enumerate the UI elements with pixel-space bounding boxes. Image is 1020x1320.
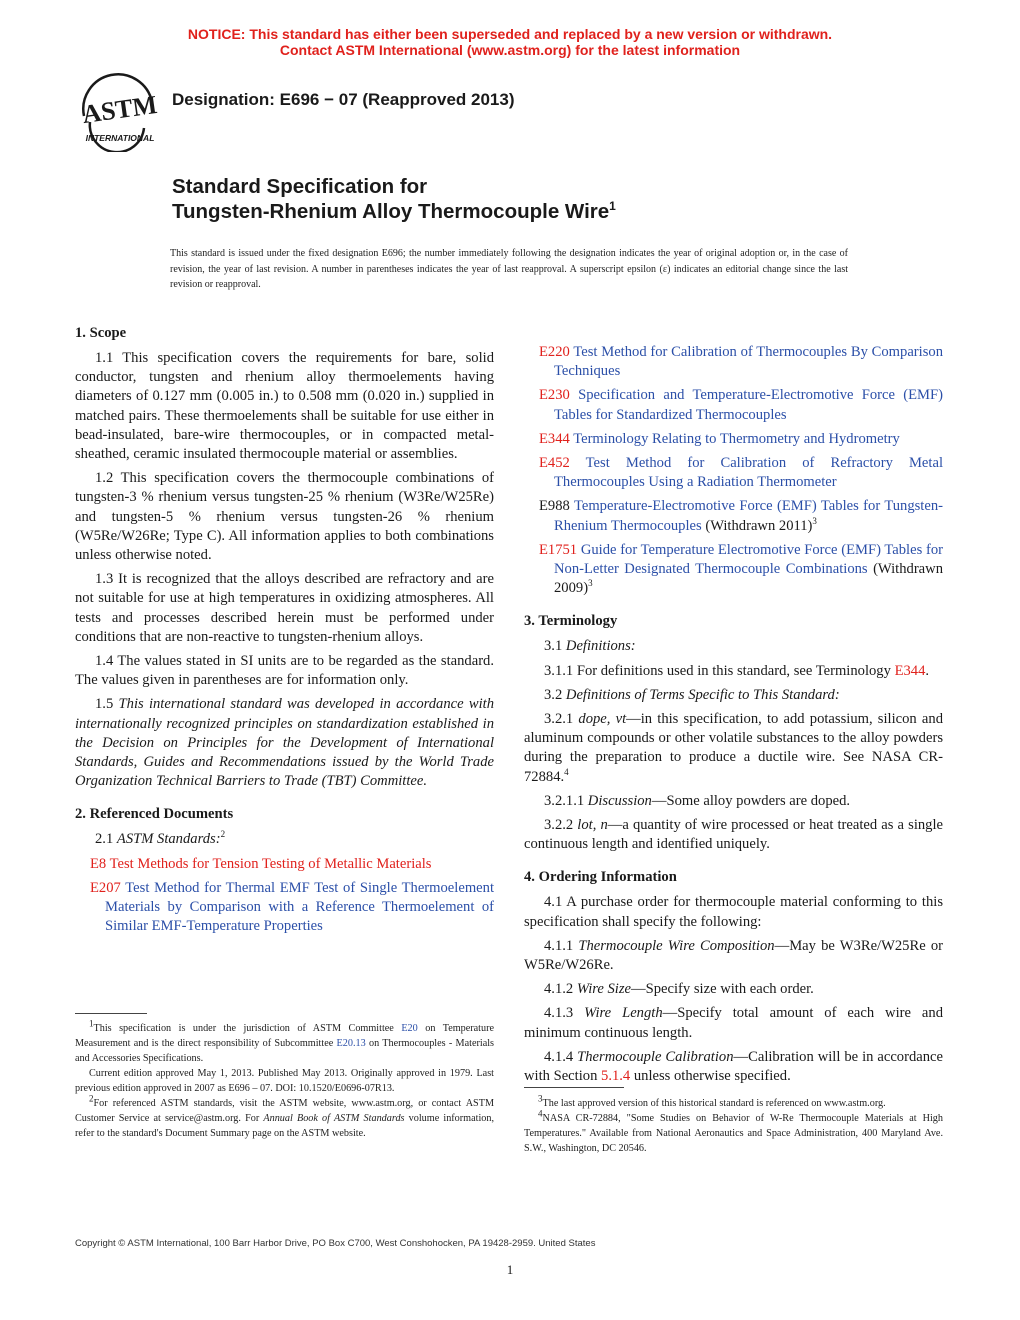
astm-logo	[72, 72, 168, 152]
notice-line-2: Contact ASTM International (www.astm.org) for the latest information	[279, 42, 741, 58]
ref-e1751	[524, 541, 943, 599]
paragraph-1-4: 1.4 The values stated in SI units are to be regarded as the standard. The values given in parentheses are for information only.	[75, 653, 494, 689]
link-e20[interactable]: E20	[401, 1023, 418, 1034]
ref-e452	[524, 454, 943, 492]
document-title	[172, 174, 616, 224]
right-column	[524, 324, 943, 1091]
ref-e1751-footnote[interactable]: 3	[588, 578, 593, 589]
paragraph-3-1-1: 3.1.1 For definitions used in this standard, see Terminology E344.	[544, 662, 930, 679]
paragraph-3-1: 3.1 Definitions:	[544, 638, 636, 655]
footnotes-right	[524, 1093, 943, 1156]
footnote-1: $^1$This specification is under the jurisdiction of ASTM Committee E20 on Temperature Measurement and is the direct responsibility of Subcommittee E20.13 on Thermocouples - Materials and Accessories Specifications.	[75, 1018, 495, 1064]
paragraph-1-3: 1.3 It is recognized that the alloys described are refractory and are not suitable for use at high temperatures in oxidizing atmospheres. All tests and processes described herein must be performed under conditions that are non-reactive to tungsten-rhenium alloys.	[75, 571, 494, 645]
ref-e1751-note: (Withdrawn 2009)	[554, 561, 943, 597]
logo-text: ASTM	[80, 89, 159, 130]
ref-e344-title[interactable]: Terminology Relating to Thermometry and Hydrometry	[573, 430, 900, 447]
title-main: Tungsten-Rhenium Alloy Thermocouple Wire	[172, 200, 610, 223]
designation: Designation: E696 − 07 (Reapproved 2013)	[172, 90, 515, 109]
section-4-heading: 4. Ordering Information	[524, 869, 677, 886]
copyright: Copyright © ASTM International, 100 Barr Harbor Drive, PO Box C700, West Conshohocken, PA 19428-2959. United States	[75, 1238, 596, 1249]
paragraph-3-2-2: 3.2.2 lot, n—a quantity of wire processed or heat treated as a single continuous length and identified uniquely.	[524, 817, 944, 853]
ref-e988	[524, 497, 943, 535]
title-line-1: Standard Specification for	[172, 175, 428, 198]
ref-e988-note: (Withdrawn 2011)	[705, 517, 813, 534]
ref-e230	[524, 386, 943, 424]
link-e20-13[interactable]: E20.13	[336, 1038, 366, 1049]
paragraph-4-1-1: 4.1.1 Thermocouple Wire Composition—May be W3Re/W25Re or W5Re/W26Re.	[524, 937, 943, 974]
paragraph-4-1-2: 4.1.2 Wire Size—Specify size with each order.	[544, 981, 814, 998]
paragraph-1-5: 1.5 This international standard was developed in accordance with internationally recognized principles on standardization established in the Decision on Principles for the Development of International Standards, Guides and Recommendations issued by the World Trade Organization Technical Barriers to Trade (TBT) Committee.	[75, 696, 495, 790]
ref-e1751-code[interactable]: E1751	[539, 541, 578, 558]
paragraph-3-2-1-1: 3.2.1.1 Discussion—Some alloy powders are doped.	[544, 792, 851, 809]
footnote-1-edition: Current edition approved May 1, 2013. Published May 2013. Originally approved in 1979. Last previous edition approved in 2007 as E696 – 07. DOI: 10.1520/E0696-07R13.	[75, 1068, 494, 1094]
footnotes-left	[75, 1018, 495, 1141]
paragraph-4-1: 4.1 A purchase order for thermocouple material conforming to this specification shall specify the following:	[524, 894, 943, 930]
paragraph-4-1-4: 4.1.4 Thermocouple Calibration—Calibration will be in accordance with Section 5.1.4 unless otherwise specified.	[524, 1048, 943, 1085]
ref-e344-code[interactable]: E344	[539, 430, 570, 447]
ref-e988-footnote[interactable]: 3	[812, 515, 817, 526]
title-line-2	[172, 199, 616, 224]
section-2-heading: 2. Referenced Documents	[75, 806, 234, 823]
ref-e988-code: E988	[539, 498, 570, 515]
paragraph-2-1: 2.1 ASTM Standards:$^2$	[95, 829, 226, 848]
ref-e220-code[interactable]: E220	[539, 344, 570, 360]
superseded-notice	[0, 26, 1020, 58]
ref-e988-title[interactable]: Temperature-Electromotive Force (EMF) Tables for Tungsten-Rhenium Thermocouples	[554, 498, 943, 534]
ref-e452-title[interactable]: Test Method for Calibration of Refractory Metal Thermocouples Using a Radiation Thermometer	[554, 455, 943, 491]
ref-e8-code[interactable]: E8	[90, 855, 107, 872]
paragraph-3-2: 3.2 Definitions of Terms Specific to This Standard:	[544, 686, 840, 703]
section-3-heading: 3. Terminology	[524, 613, 618, 630]
ref-e207-title[interactable]: Test Method for Thermal EMF Test of Single Thermoelement Materials by Comparison with a Reference Thermoelement of Similar EMF-Temperature Properties	[105, 879, 494, 935]
footnote-3: $^3$The last approved version of this historical standard is referenced on www.astm.org.	[538, 1093, 886, 1109]
link-section-5-1-4[interactable]: 5.1.4	[601, 1068, 631, 1085]
section-1-heading: 1. Scope	[75, 325, 127, 341]
footnote-2: $^2$For referenced ASTM standards, visit the ASTM website, www.astm.org, or contact ASTM Customer Service at service@astm.org. For Annual Book of ASTM Standards volume information, refer to the standard's Document Summary page on the ASTM website.	[75, 1093, 495, 1139]
ref-e207-code[interactable]: E207	[90, 879, 121, 896]
paragraph-1-1: 1.1 This specification covers the requirements for bare, solid conductor, tungsten and rhenium alloy thermoelements having diameters of 0.127 mm (0.005 in.) to 0.508 mm (0.020 in.) supplied in matched pairs. These thermoelements shall be suitable for use either in bead-insulated, bare-wire thermocouples, or in compacted metal-sheathed, ceramic insulated thermocouple material or assemblies.	[75, 350, 494, 463]
paragraph-4-1-3: 4.1.3 Wire Length—Specify total amount of each wire and minimum continuous length.	[524, 1005, 943, 1041]
page-number: 1	[506, 1262, 514, 1277]
footnote-2-marker[interactable]: 2	[220, 829, 226, 840]
ref-e8	[75, 855, 494, 874]
footnote-4: $^4$NASA CR-72884, "Some Studies on Behavior of W-Re Thermocouple Materials at High Temperatures." Available from National Aeronautics and Space Administration, 400 Maryland Ave. S.W., Washington, DC 20546.	[524, 1108, 943, 1154]
footnote-divider-right	[524, 1087, 624, 1088]
issuance-note: This standard is issued under the fixed designation E696; the number immediately following the designation indicates the year of original adoption or, in the case of revision, the year of last revision. A number in parentheses indicates the year of last reapproval. A superscript epsilon (ε) indicates an editorial change since the last revision or reapproval.	[170, 248, 848, 290]
ref-e207	[75, 879, 494, 937]
paragraph-3-2-1: 3.2.1 dope, vt—in this specification, to add potassium, silicon and aluminum compounds or other volatile substances to the alloy powders during the preparation to produce a ductile wire. See NASA CR-72884.$^4$	[524, 711, 943, 785]
footnote-divider-left	[75, 1013, 147, 1014]
ref-e344	[524, 430, 943, 449]
ref-e220-title[interactable]: Test Method for Calibration of Thermocouples By Comparison Techniques	[554, 344, 943, 380]
ref-e220	[524, 343, 943, 381]
title-footnote-marker[interactable]: 1	[609, 199, 616, 214]
link-e344[interactable]: E344	[894, 662, 926, 679]
ref-e8-title[interactable]: Test Methods for Tension Testing of Metallic Materials	[109, 855, 432, 872]
notice-line-1: NOTICE: This standard has either been superseded and replaced by a new version or withdrawn.	[187, 26, 833, 42]
ref-e452-code[interactable]: E452	[539, 455, 570, 472]
paragraph-1-2: 1.2 This specification covers the thermocouple combinations of tungsten-3 % rhenium versus tungsten-25 % rhenium (W3Re/W25Re) and tungsten-5 % rhenium versus tungsten-26 % rhenium (W5Re/W26Re; Type C). All information applies to both combinations unless otherwise noted.	[75, 470, 494, 564]
logo-subtext: INTERNATIONAL	[85, 133, 155, 143]
ref-e230-code[interactable]: E230	[539, 387, 570, 404]
left-column	[75, 324, 494, 941]
ref-e1751-title[interactable]: Guide for Temperature Electromotive Force (EMF) Tables for Non-Letter Designated Thermocouple Combinations	[554, 541, 943, 578]
ref-e230-title[interactable]: Specification and Temperature-Electromotive Force (EMF) Tables for Standardized Thermocouples	[554, 387, 943, 423]
footnote-4-marker[interactable]: 4	[564, 766, 569, 777]
